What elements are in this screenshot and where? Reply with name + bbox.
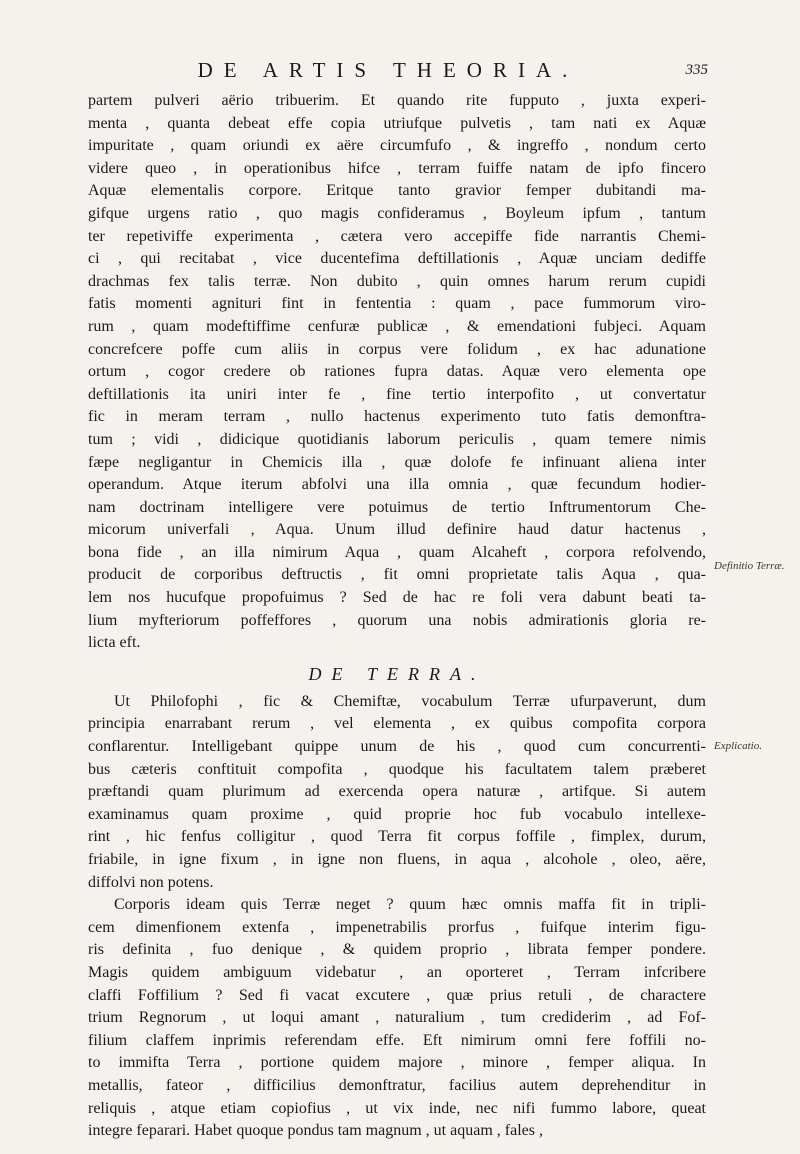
text-line: rum , quam modeftiffime cenfuræ publicæ , & emendationi fubjeci. Aquam (88, 317, 706, 335)
text-line: ris definita , fuo denique , & quidem proprio , librata femper pondere. (88, 941, 706, 959)
text-line: impuritate , quam oriundi ex aëre circumfufo , & ingreffo , nondum certo (88, 137, 706, 155)
text-line: ter repetiviffe experimenta , cætera vero accepiffe fide narrantis Chemi- (88, 227, 706, 245)
text-line: menta , quanta debeat effe copia utriufque pulvetis , tam nati ex Aquæ (88, 114, 706, 132)
page-header (88, 58, 708, 84)
section-heading: DE TERRA. (308, 663, 486, 684)
text-line: lem nos hucufque propofuimus ? Sed de hac re foli vera dabunt beati ta- (88, 589, 706, 607)
text-line: fic in meram terram , nullo hactenus experimento tuto fatis demonftra- (88, 408, 706, 426)
text-line: fatis momenti agnituri fint in fententia : quam , pace fummorum viro- (88, 295, 706, 313)
text-line: claffi Foffilium ? Sed fi vacat excutere , quæ prius retuli , de charactere (88, 986, 706, 1004)
text-line: deftillationis ita uniri inter fe , fine tertio interpofito , ut convertatur (88, 385, 706, 403)
text-line: trium Regnorum , ut loqui amant , naturalium , tum crediderim , ad Fof- (88, 1009, 706, 1027)
text-line: videre queo , in operationibus hifce , terram fuiffe natam de ipfo fincero (88, 159, 706, 177)
text-line: integre feparari. Habet quoque pondus tam magnum , ut aquam , fales , (88, 1122, 543, 1140)
text-line: to immifta Terra , portione quidem majore , minore , femper aliqua. In (88, 1054, 706, 1072)
text-line: examinamus quam proxime , quid proprie hoc fub vocabulo intellexe- (88, 805, 706, 823)
text-line: licta eft. (88, 634, 141, 652)
text-line: ortum , cogor credere ob rationes fupra datas. Aquæ vero elementa ope (88, 363, 706, 381)
text-line: partem pulveri aërio tribuerim. Et quando rite fupputo , juxta experi- (88, 92, 706, 109)
text-line: cem dimenfionem extenfa , impenetrabilis prorfus , fuifque interim figu- (88, 918, 706, 936)
text-line: filium claffem inprimis referendam effe. Eft nimirum omni fere foffili no- (88, 1031, 706, 1049)
text-line: drachmas fex talis terræ. Non dubito , quin omnes harum rerum cupidi (88, 272, 706, 290)
text-line: ci , qui recitabat , vice ducentefima deftillationis , Aquæ unciam dediffe (88, 250, 706, 268)
margin-note-definition: Definitio Terræ. (714, 560, 785, 572)
text-line: concrefcere poffe cum aliis in corpus vere folidum , ex hac adunatione (88, 340, 706, 358)
text-line: friabile, in igne fixum , in igne non fluens, in aqua , alcohole , oleo, aëre, (88, 851, 706, 868)
text-line: producit de corporibus deftructis , fit omni proprietate talis Aqua , qua- (88, 566, 706, 584)
text-line: principia enarrabant rerum , vel elementa , ex quibus compofita corpora (88, 715, 706, 733)
text-line: nam doctrinam intelligere vere potuimus de tertio Inftrumentorum Che- (88, 498, 706, 516)
text-line: Magis quidem ambiguum videbatur , an oporteret , Terram infcribere (88, 963, 706, 981)
text-line: metallis, fateor , difficilius demonftratur, facilius autem deprehenditur in (88, 1076, 706, 1094)
body-text (88, 90, 706, 1143)
text-line: lium myfteriorum poffeffores , quorum una nobis admirationis gloria re- (88, 611, 706, 629)
paragraph-alchemy-water (88, 90, 706, 655)
text-line: bus cæteris conftituit compofita , quodque his facultatem talem præberet (88, 760, 706, 778)
text-line: gifque urgens ratio , quo magis confideramus , Boyleum ipfum , tantum (88, 204, 706, 222)
page-number: 335 (685, 62, 708, 78)
text-line: micorum univerfali , Aqua. Unum illud definire haud datur hactenus , (88, 521, 706, 539)
text-line: diffolvi non potens. (88, 873, 214, 891)
text-line: rint , hic fenfus colligitur , quod Terra fit corpus foffile , fimplex, durum, (88, 828, 706, 846)
text-line: Ut Philofophi , fic & Chemiftæ, vocabulum Terræ ufurpaverunt, dum (114, 692, 706, 710)
text-line: præftandi quam plurimum ad exercenda opera naturæ , artifque. Si autem (88, 783, 706, 801)
text-line: reliquis , atque etiam copiofius , ut vix inde, nec nifi fummo labore, queat (88, 1099, 706, 1117)
text-line: Corporis ideam quis Terræ neget ? quum hæc omnis maffa fit in tripli- (114, 896, 706, 914)
text-line: tum ; vidi , didicique quotidianis laborum periculis , quam temere nimis (88, 430, 706, 448)
text-line: operandum. Atque iterum abfolvi una illa omnia , quæ fecundum hodier- (88, 476, 706, 494)
paragraph-explanation (88, 894, 706, 1143)
text-line: bona fide , an illa nimirum Aqua , quam Alcaheft , corpora refolvendo, (88, 543, 706, 561)
margin-note-explanation: Explicatio. (714, 740, 762, 752)
text-line: conflarentur. Intelligebant quippe unum de his , quod cum concurrenti- (88, 738, 706, 756)
paragraph-definition-earth (88, 691, 706, 894)
text-line: fæpe negligantur in Chemicis illa , quæ dolofe fe infinuant aliena inter (88, 453, 706, 471)
running-title: DE ARTIS THEORIA. (197, 58, 579, 82)
text-line: Aquæ elementalis corpore. Eritque tanto gravior femper dubitandi ma- (88, 182, 706, 200)
